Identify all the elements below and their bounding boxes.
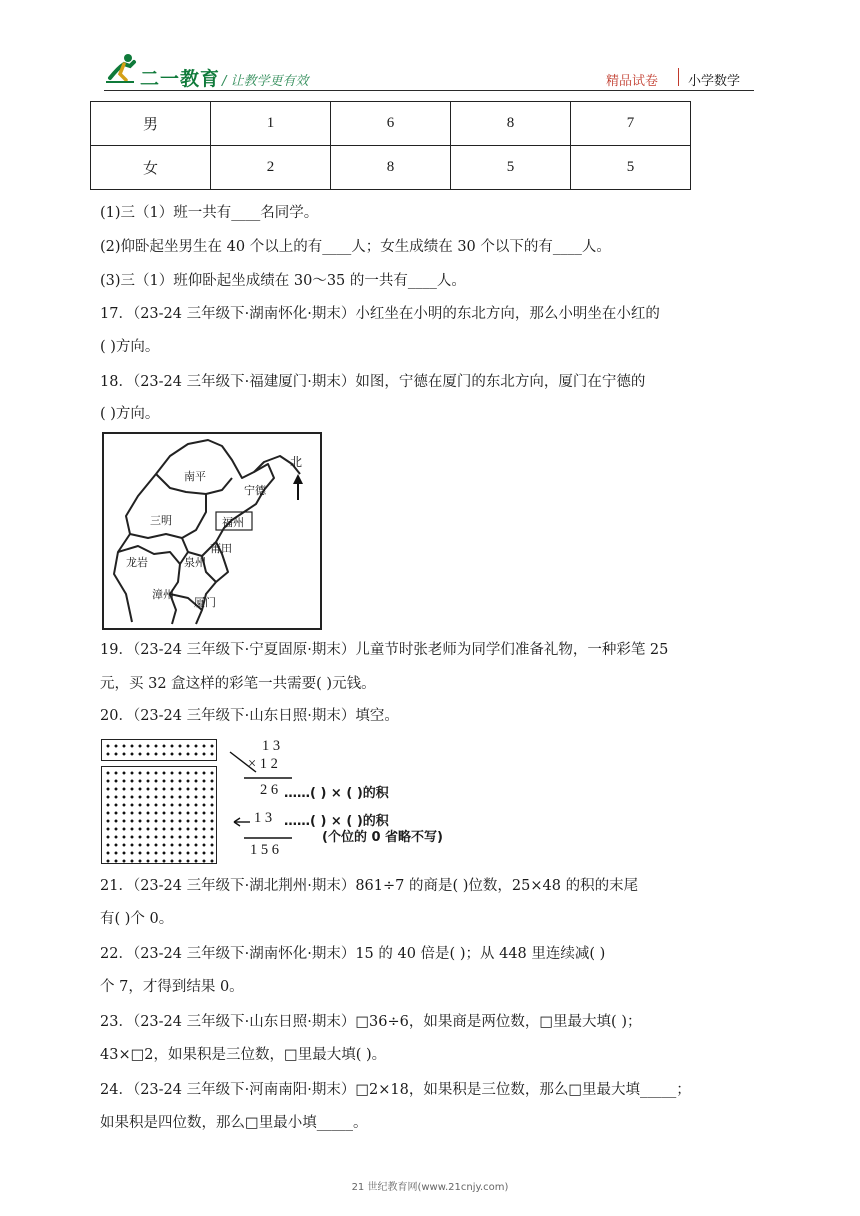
calc-partial-1: 2 6 bbox=[260, 782, 279, 798]
question-17-line2: ( )方向。 bbox=[100, 339, 160, 355]
question-17-line1: 17．（23-24 三年级下·湖南怀化·期末）小红坐在小明的东北方向，那么小明坐在小红的 bbox=[100, 306, 660, 322]
north-arrow-icon bbox=[293, 474, 303, 500]
score-table bbox=[90, 101, 691, 190]
city-label-putian: 莆田 bbox=[210, 542, 232, 555]
question-22-line2: 个 7，才得到结果 0。 bbox=[100, 979, 244, 995]
table-cell: 2 bbox=[211, 146, 331, 190]
header-separator bbox=[678, 68, 679, 86]
subject-label: 小学数学 bbox=[688, 74, 741, 89]
paper-tag: 精品试卷 bbox=[606, 74, 659, 89]
calc-note: (个位的 0 省略不写) bbox=[322, 830, 443, 845]
calc-partial-1-note: ……( ) × ( )的积 bbox=[284, 786, 389, 801]
table-row bbox=[91, 146, 691, 190]
question-18-line2: ( )方向。 bbox=[100, 406, 160, 422]
question-24-line1: 24．（23-24 三年级下·河南南阳·期末）□2×18，如果积是三位数，那么□里最大填_____； bbox=[100, 1082, 691, 1098]
calc-multiplicand: 1 3 bbox=[262, 738, 281, 754]
dot-array-small bbox=[101, 739, 217, 761]
question-16-1: (1)三（1）班一共有____名同学。 bbox=[100, 205, 319, 221]
table-cell: 男 bbox=[91, 102, 211, 146]
question-19-line2: 元，买 32 盒这样的彩笔一共需要( )元钱。 bbox=[100, 676, 376, 692]
table-cell: 8 bbox=[331, 146, 451, 190]
question-21-line1: 21．（23-24 三年级下·湖北荆州·期末）861÷7 的商是( )位数，25×48 的积的末尾 bbox=[100, 878, 639, 894]
runner-logo-icon bbox=[104, 52, 140, 84]
city-label-sanming: 三明 bbox=[150, 514, 172, 527]
table-cell: 6 bbox=[331, 102, 451, 146]
north-label: 北 bbox=[290, 455, 303, 469]
question-23-line1: 23．（23-24 三年级下·山东日照·期末）□36÷6，如果商是两位数，□里最大填( )； bbox=[100, 1014, 642, 1030]
map-outline bbox=[104, 434, 320, 628]
question-24-line2: 如果积是四位数，那么□里最小填_____。 bbox=[100, 1115, 368, 1131]
city-label-zhangzhou: 漳州 bbox=[152, 588, 174, 601]
city-label-quanzhou: 泉州 bbox=[184, 556, 206, 569]
question-18-line1: 18．（23-24 三年级下·福建厦门·期末）如图，宁德在厦门的东北方向，厦门在宁德的 bbox=[100, 374, 646, 390]
header-rule bbox=[104, 90, 754, 91]
dot-array-large bbox=[101, 766, 217, 864]
city-label-xiamen: 厦门 bbox=[194, 596, 216, 609]
question-23-line2: 43×□2，如果积是三位数，□里最大填( )。 bbox=[100, 1047, 387, 1063]
calc-partial-2-note: ……( ) × ( )的积 bbox=[284, 814, 389, 829]
calc-multiplier: × 1 2 bbox=[248, 756, 278, 772]
table-cell: 5 bbox=[571, 146, 691, 190]
city-label-nanping: 南平 bbox=[184, 470, 206, 483]
table-row bbox=[91, 102, 691, 146]
table-cell: 8 bbox=[451, 102, 571, 146]
fujian-map bbox=[102, 432, 322, 630]
vertical-multiplication bbox=[226, 738, 516, 864]
question-16-2: (2)仰卧起坐男生在 40 个以上的有____人；女生成绩在 30 个以下的有____人。 bbox=[100, 239, 611, 255]
page-header bbox=[0, 0, 860, 96]
page-footer: 21 世纪教育网(www.21cnjy.com) bbox=[351, 1182, 509, 1193]
table-cell: 女 bbox=[91, 146, 211, 190]
table-cell: 1 bbox=[211, 102, 331, 146]
question-22-line1: 22．（23-24 三年级下·湖南怀化·期末）15 的 40 倍是( )；从 448 里连续减( ) bbox=[100, 946, 606, 962]
city-label-fuzhou: 福州 bbox=[222, 516, 244, 529]
calc-product: 1 5 6 bbox=[250, 842, 279, 858]
question-16-3: (3)三（1）班仰卧起坐成绩在 30～35 的一共有____人。 bbox=[100, 273, 466, 289]
city-label-longyan: 龙岩 bbox=[126, 556, 148, 569]
calc-partial-2: 1 3 bbox=[254, 810, 273, 826]
question-20: 20．（23-24 三年级下·山东日照·期末）填空。 bbox=[100, 708, 399, 724]
city-label-ningde: 宁德 bbox=[244, 484, 266, 497]
brand-slogan: / 让教学更有效 bbox=[222, 74, 309, 89]
table-cell: 5 bbox=[451, 146, 571, 190]
table-cell: 7 bbox=[571, 102, 691, 146]
brand-name: 二一教育 bbox=[140, 68, 221, 90]
question-21-line2: 有( )个 0。 bbox=[100, 911, 174, 927]
question-19-line1: 19．（23-24 三年级下·宁夏固原·期末）儿童节时张老师为同学们准备礼物，一种彩笔 25 bbox=[100, 642, 669, 658]
